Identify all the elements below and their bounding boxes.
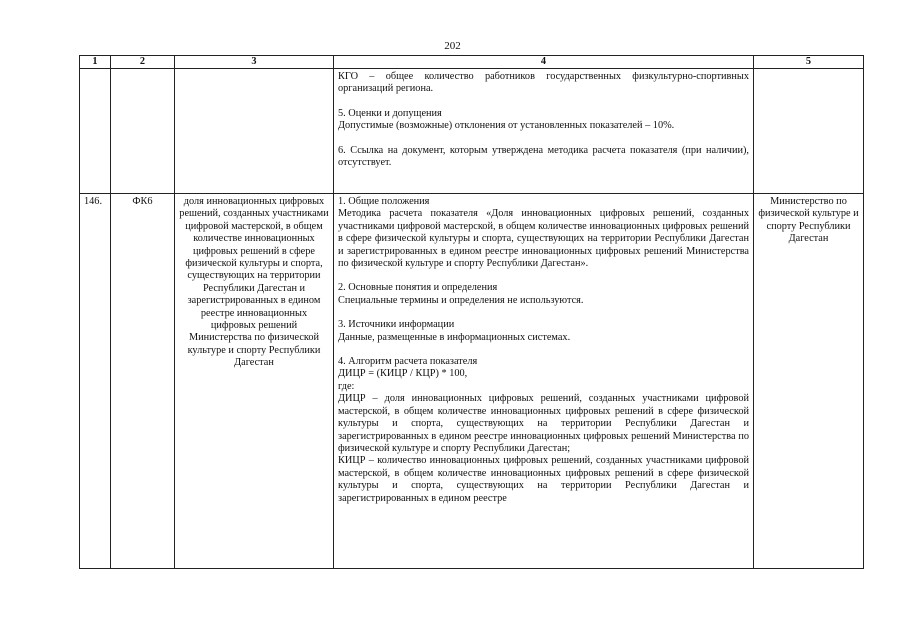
cont-indicator-cell [175, 69, 334, 194]
responsible-body: Министерство по физической культуре и спорту Республики Дагестан [754, 194, 864, 569]
methodology-line: 1. Общие положения [338, 196, 430, 207]
methodology-text [338, 196, 749, 505]
cont-method-cell [334, 69, 754, 194]
methodology-section [338, 71, 749, 96]
indicator-code: ФК6 [111, 194, 175, 569]
header-col-3: 3 [175, 56, 334, 69]
row-number: 146. [80, 194, 111, 569]
header-col-2: 2 [111, 56, 175, 69]
cont-number-cell [80, 69, 111, 194]
methodology-line: КИЦР – количество инновационных цифровых решений, созданных участниками цифровой мастерской, в общем количестве инновационных цифровых решений в сфере физической культуры и спорта, существующих на территории Республики Дагестан и зарегистрированных в едином реестре [338, 455, 749, 504]
methodology-line: ДИЦР = (КИЦР / КЦР) * 100, [338, 368, 468, 380]
methodology-section [338, 196, 749, 270]
methodology-section [338, 319, 749, 344]
methodology-section [338, 145, 749, 170]
methodology-text [338, 71, 749, 169]
methodology-line: ДИЦР – доля инновационных цифровых решений, созданных участниками цифровой мастерской, в общем количестве инновационных цифровых решений в сфере физической культуры и спорта, существующих на территории Республики Дагестан и зарегистрированных в едином реестре инновационных цифровых решений Министерства по физической культуре и спорту Республики Дагестан; [338, 393, 749, 454]
methodology-section [338, 108, 749, 133]
cont-code-cell [111, 69, 175, 194]
continuation-row [80, 69, 864, 194]
methodology-line: 3. Источники информации [338, 319, 455, 331]
methodology-section [338, 282, 749, 307]
methodology-line: Данные, размещенные в информационных системах. [338, 331, 571, 343]
header-row [80, 56, 864, 69]
methodology-line: 2. Основные понятия и определения [338, 282, 498, 294]
indicator-name: доля инновационных цифровых решений, созданных участниками цифровой мастерской, в общем количестве инновационных цифровых решений в сфере физической культуры и спорта, существующих на территории Республики Дагестан и зарегистрированных в едином реестре инновационных цифровых решений Министерства по физической культуре и спорту Республики Дагестан [175, 194, 334, 569]
page-number: 202 [444, 40, 461, 52]
methodology-line: 6. Ссылка на документ, которым утверждена методика расчета показателя (при наличии), отсутствует. [338, 144, 749, 169]
methodology-line: Специальные термины и определения не используются. [338, 294, 584, 306]
cont-responsible-cell [754, 69, 864, 194]
header-col-1: 1 [80, 56, 111, 69]
methodology-line: 4. Алгоритм расчета показателя [338, 356, 478, 368]
methodology-line: Методика расчета показателя «Доля инновационных цифровых решений, созданных участниками цифровой мастерской, в общем количестве инновационных цифровых решений в сфере физической культуры и спорта, существующих на территории Республики Дагестан и зарегистрированных в едином реестре инновационных цифровых решений Министерства по физической культуре и спорту Республики Дагестан». [338, 208, 749, 270]
indicator-table [79, 55, 864, 569]
methodology-line: КГО – общее количество работников государственных физкультурно-спортивных организаций региона. [338, 71, 749, 95]
methodology-cell [334, 194, 754, 569]
methodology-line: 5. Оценки и допущения [338, 107, 442, 119]
header-col-5: 5 [754, 56, 864, 69]
header-col-4: 4 [334, 56, 754, 69]
methodology-line: Допустимые (возможные) отклонения от установленных показателей – 10%. [338, 120, 675, 132]
methodology-section [338, 356, 749, 505]
table-row [80, 194, 864, 569]
methodology-line: где: [338, 380, 355, 392]
